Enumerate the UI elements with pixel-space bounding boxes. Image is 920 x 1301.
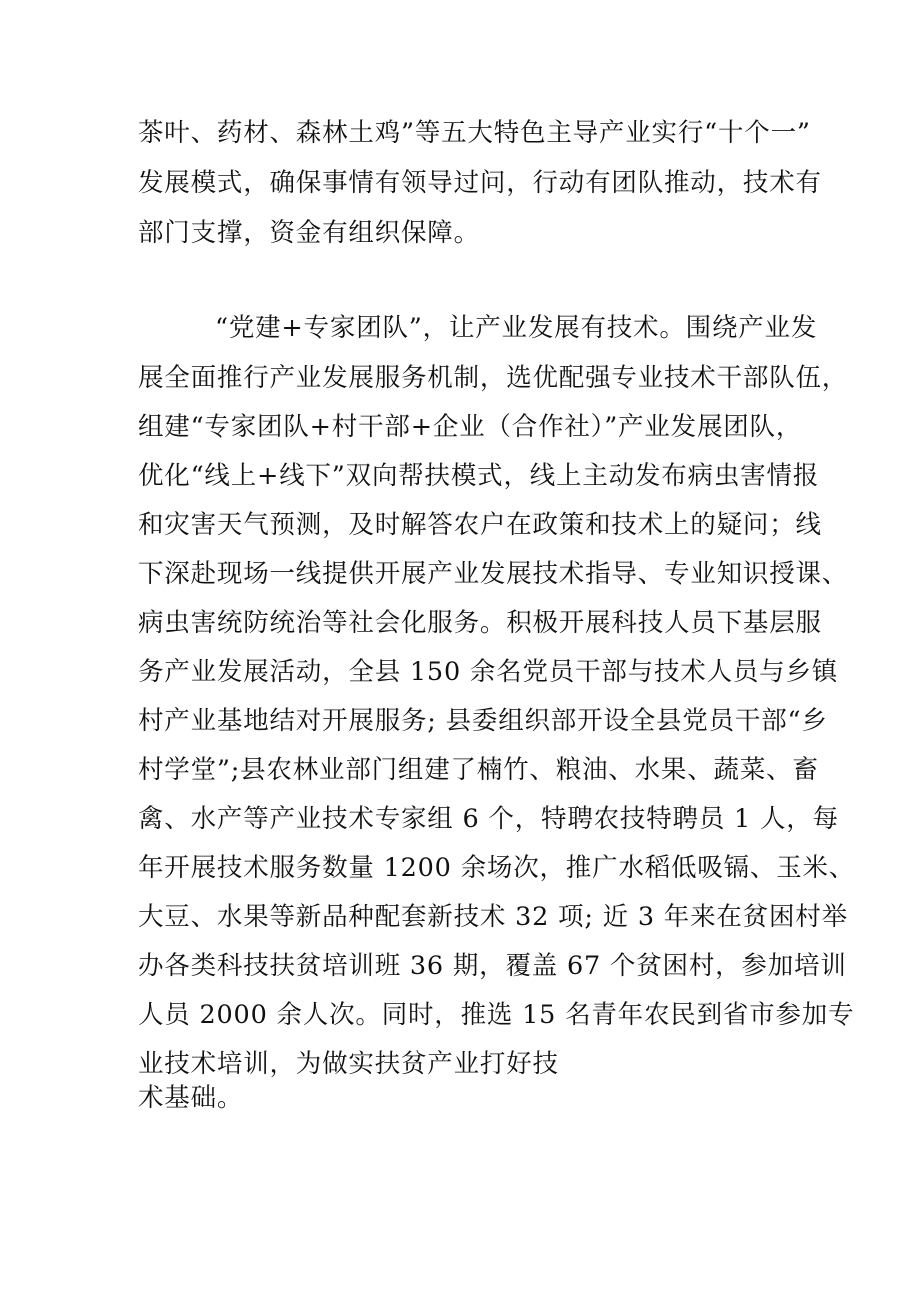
text-line: 组建“专家团队+村干部+企业（合作社）”产业发展团队， [138,412,803,442]
text-line: 大豆、水果等新品种配套新技术 32 项; 近 3 年来在贫困村举 [138,902,848,932]
text-line: 业技术培训，为做实扶贫产业打好技 [138,1049,559,1079]
text-line: 下深赴现场一线提供开展产业发展技术指导、专业知识授课、 [138,559,849,589]
text-line: 禽、水产等产业技术专家组 6 个，特聘农技特聘员 1 人，每 [138,804,839,834]
text-line: 术基础。 [138,1083,244,1113]
text-line: 茶叶、药材、森林土鸡”等五大特色主导产业实行“十个一” [138,118,811,148]
text-line: 村产业基地结对开展服务; 县委组织部开设全县党员干部“乡 [138,706,828,736]
text-line: 发展模式，确保事情有领导过问，行动有团队推动，技术有 [138,168,822,198]
text-line: 优化“线上+线下”双向帮扶模式，线上主动发布病虫害情报 [138,461,820,491]
text-line: 村学堂”;县农林业部门组建了楠竹、粮油、水果、蔬菜、畜 [138,755,819,785]
text-line: 和灾害天气预测，及时解答农户在政策和技术上的疑问；线 [138,510,822,540]
text-line: 展全面推行产业发展服务机制，选优配强专业技术干部队伍， [138,363,849,393]
text-line: 病虫害统防统治等社会化服务。积极开展科技人员下基层服 [138,608,822,638]
text-line: “党建+专家团队”，让产业发展有技术。围绕产业发 [215,313,818,343]
text-line: 年开展技术服务数量 1200 余场次，推广水稻低吸镉、玉米、 [138,853,856,883]
text-line: 办各类科技扶贫培训班 36 期，覆盖 67 个贫困村，参加培训 [138,951,847,981]
text-line: 部门支撑，资金有组织保障。 [138,218,480,248]
text-line: 人员 2000 余人次。同时，推选 15 名青年农民到省市参加专 [138,1000,855,1030]
text-line: 务产业发展活动，全县 150 余名党员干部与技术人员与乡镇 [138,657,839,687]
